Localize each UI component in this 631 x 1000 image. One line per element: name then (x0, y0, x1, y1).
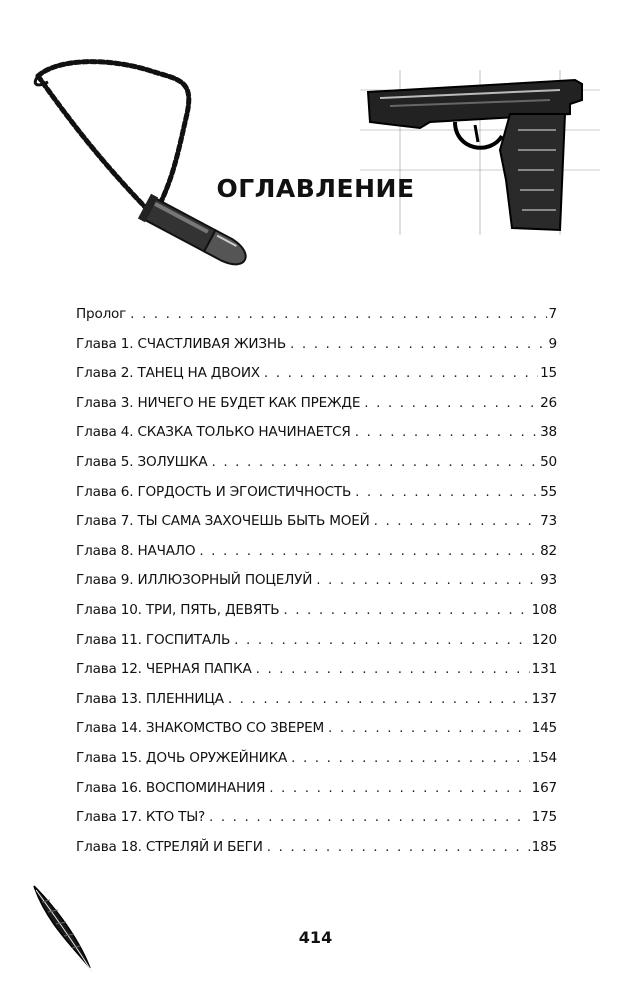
toc-entry[interactable] (76, 395, 557, 425)
toc-entry[interactable] (76, 543, 557, 573)
dot-leader (316, 572, 538, 588)
feather-icon (28, 882, 98, 974)
toc-entry[interactable] (76, 661, 557, 691)
page-number: 414 (298, 928, 333, 947)
toc-entry-page: 15 (540, 365, 557, 382)
toc-entry-page: 93 (540, 572, 557, 589)
dot-leader (267, 839, 530, 855)
dot-leader (374, 513, 538, 529)
toc-entry-title: Глава 6. ГОРДОСТЬ И ЭГОИСТИЧНОСТЬ (76, 483, 352, 500)
toc-entry-page: 82 (540, 542, 557, 559)
toc-entry-title: Глава 9. ИЛЛЮЗОРНЫЙ ПОЦЕЛУЙ (76, 572, 313, 589)
toc-entry-title: Глава 3. НИЧЕГО НЕ БУДЕТ КАК ПРЕЖДЕ (76, 394, 361, 411)
toc-entry-title: Глава 10. ТРИ, ПЯТЬ, ДЕВЯТЬ (76, 601, 280, 618)
toc-entry-page: 73 (540, 513, 557, 530)
toc-entry-title: Глава 1. СЧАСТЛИВАЯ ЖИЗНЬ (76, 335, 287, 352)
toc-entry-page: 38 (540, 424, 557, 441)
toc-entry-page: 145 (531, 720, 557, 737)
dot-leader (211, 454, 538, 470)
toc-entry-page: 167 (531, 779, 557, 796)
dot-leader (328, 720, 530, 736)
toc-entry[interactable] (76, 602, 557, 632)
toc-entry-page: 175 (531, 809, 557, 826)
table-of-contents (76, 306, 557, 868)
toc-entry-title: Глава 7. ТЫ САМА ЗАХОЧЕШЬ БЫТЬ МОЕЙ (76, 513, 370, 530)
dot-leader (264, 365, 538, 381)
toc-entry[interactable] (76, 780, 557, 810)
toc-entry-title: Глава 8. НАЧАЛО (76, 542, 196, 559)
toc-entry[interactable] (76, 809, 557, 839)
page-title: ОГЛАВЛЕНИЕ (216, 174, 415, 203)
toc-entry-page: 9 (548, 335, 557, 352)
dot-leader (209, 809, 530, 825)
toc-entry-title: Пролог (76, 306, 127, 322)
toc-entry-page: 137 (531, 690, 557, 707)
toc-entry[interactable] (76, 306, 557, 336)
dot-leader (234, 632, 530, 648)
toc-entry[interactable] (76, 336, 557, 366)
toc-entry-title: Глава 15. ДОЧЬ ОРУЖЕЙНИКА (76, 749, 288, 766)
toc-entry-page: 185 (531, 838, 557, 855)
dot-leader (283, 602, 529, 618)
dot-leader (199, 543, 538, 559)
toc-entry-title: Глава 14. ЗНАКОМСТВО СО ЗВЕРЕМ (76, 720, 325, 737)
toc-entry-page: 55 (540, 483, 557, 500)
dot-leader (355, 424, 538, 440)
toc-entry-page: 7 (548, 306, 557, 322)
toc-entry-page: 120 (531, 631, 557, 648)
pistol-icon (360, 70, 600, 235)
toc-entry[interactable] (76, 691, 557, 721)
dot-leader (256, 661, 530, 677)
toc-entry-title: Глава 12. ЧЕРНАЯ ПАПКА (76, 661, 252, 678)
toc-entry[interactable] (76, 720, 557, 750)
dot-leader (269, 780, 529, 796)
bullet-necklace-icon (28, 58, 258, 273)
toc-entry[interactable] (76, 750, 557, 780)
dot-leader (291, 750, 530, 766)
toc-entry-page: 26 (540, 394, 557, 411)
toc-entry[interactable] (76, 454, 557, 484)
toc-entry-title: Глава 4. СКАЗКА ТОЛЬКО НАЧИНАЕТСЯ (76, 424, 351, 441)
toc-entry[interactable] (76, 513, 557, 543)
dot-leader (355, 484, 538, 500)
toc-entry-title: Глава 5. ЗОЛУШКА (76, 453, 208, 470)
toc-entry-title: Глава 17. КТО ТЫ? (76, 809, 205, 826)
toc-entry[interactable] (76, 632, 557, 662)
toc-entry-page: 154 (531, 749, 557, 766)
dot-leader (130, 306, 546, 322)
toc-entry-page: 50 (540, 453, 557, 470)
toc-entry-title: Глава 2. ТАНЕЦ НА ДВОИХ (76, 365, 260, 382)
toc-entry-title: Глава 13. ПЛЕННИЦА (76, 690, 224, 707)
dot-leader (364, 395, 538, 411)
toc-entry-title: Глава 11. ГОСПИТАЛЬ (76, 631, 231, 648)
toc-entry-title: Глава 18. СТРЕЛЯЙ И БЕГИ (76, 838, 263, 855)
toc-entry[interactable] (76, 484, 557, 514)
toc-entry[interactable] (76, 839, 557, 869)
toc-entry-title: Глава 16. ВОСПОМИНАНИЯ (76, 779, 266, 796)
toc-entry-page: 131 (531, 661, 557, 678)
toc-entry[interactable] (76, 365, 557, 395)
toc-entry[interactable] (76, 424, 557, 454)
dot-leader (228, 691, 530, 707)
toc-entry-page: 108 (531, 601, 557, 618)
toc-entry[interactable] (76, 572, 557, 602)
dot-leader (290, 336, 547, 352)
